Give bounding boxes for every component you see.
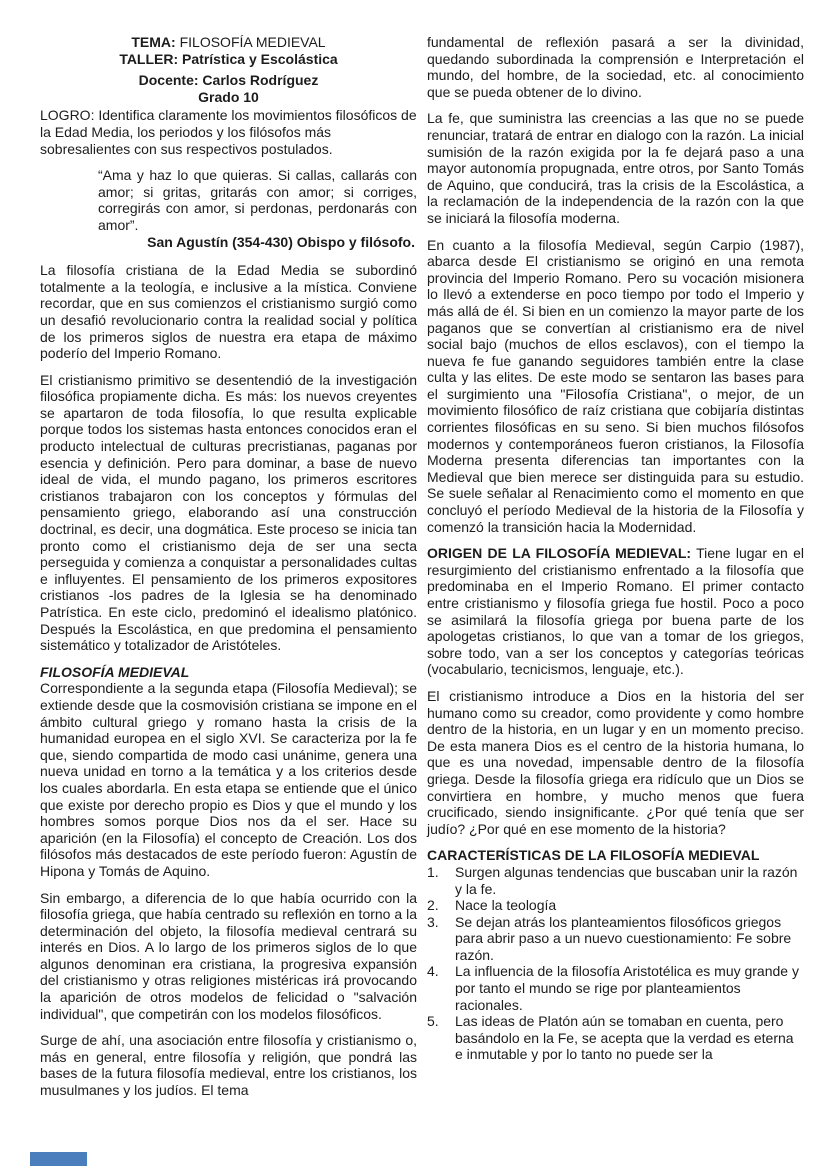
quote-text: “Ama y haz lo que quieras. Si callas, callarás con amor; si gritas, gritarás con amor; si corriges, corregirás con amor, si perdonas, perdonarás con amor”. bbox=[98, 167, 417, 233]
paragraph: La fe, que suministra las creencias a las que no se puede renunciar, tratará de entrar en dialogo con la razón. La inicial sumisión de la razón exigida por la fe dejará paso a una mayor autonomía propugnada, entre otros, por Santo Tomás de Aquino, que conducirá, tras la crisis de la Escolástica, a la reclamación de la independencia de la razón con la que se iniciará la filosofía moderna. bbox=[427, 110, 804, 226]
origen-text: Tiene lugar en el resurgimiento del cristianismo enfrentado a la filosofía que predominaba en el Imperio Romano. El primer contacto entre cristianismo y filosofía griega fue hostil. Poco a poco se asimilará la filosofía griega por buena parte de los apologetas cristianos, lo que van a tomar de los griegos, sobre todo, van a ser los conceptos y categorías teóricas (vocabulario, tecnicismos, lenguaje, etc.). bbox=[427, 545, 805, 678]
taller-line: TALLER: Patrística y Escolástica bbox=[119, 50, 338, 67]
docente-line: Docente: Carlos Rodríguez bbox=[138, 72, 319, 89]
right-column bbox=[427, 34, 804, 1099]
quote-attribution: San Agustín (354-430) Obispo y filósofo. bbox=[147, 233, 415, 250]
list-item-number: 3. bbox=[427, 913, 439, 930]
list-item bbox=[427, 914, 804, 964]
list-item-text: La influencia de la filosofía Aristotélica es muy grande y por tanto el mundo se rige por planteamientos racionales. bbox=[455, 963, 799, 1013]
list-item-number: 2. bbox=[427, 897, 439, 914]
origen-paragraph bbox=[427, 545, 804, 678]
tema-value: FILOSOFÍA MEDIEVAL bbox=[175, 34, 326, 50]
paragraph: La filosofía cristiana de la Edad Media se subordinó totalmente a la teología, e inclusive a la mística. Conviene recordar, que en sus comienzos el cristianismo surgió como un desafió revolucionario contra la realidad social y política de los primeros siglos de nuestra era etapa de máximo poderío del Imperio Romano. bbox=[40, 262, 417, 362]
logro-paragraph: LOGRO: Identifica claramente los movimientos filosóficos de la Edad Media, los periodos y los filósofos más sobresalientes con sus respectivos postulados. bbox=[40, 107, 417, 157]
paragraph: El cristianismo introduce a Dios en la historia del ser humano como su creador, como providente y como hombre dentro de la historia, en un lugar y en un momento preciso. De esta manera Dios es el centro de la historia humana, lo que es una novedad, impensable dentro de la filosofía griega. Desde la filosofía griega era ridículo que un Dios se convirtiera en hombre, y mucho menos que fuera crucificado, siendo insignificante. ¿Por qué tenía que ser judío? ¿Por qué en ese momento de la historia? bbox=[427, 687, 804, 837]
paragraph: Sin embargo, a diferencia de lo que había ocurrido con la filosofía griega, que había centrado su reflexión en torno a la determinación del objeto, la filosofía medieval centrará su interés en Dios. A lo largo de los primeros siglos de lo que algunos denominan era cristiana, la progresiva expansión del cristianismo y otras religiones mistéricas irá provocando la aparición de otros modelos de felicidad o "salvación individual", que competirán con los modelos filosóficos. bbox=[40, 889, 417, 1022]
list-item-text: Surgen algunas tendencias que buscaban unir la razón y la fe. bbox=[455, 863, 798, 897]
list-item-number: 1. bbox=[427, 863, 439, 880]
quote-block bbox=[98, 167, 417, 250]
list-item-number: 4. bbox=[427, 963, 439, 980]
section-heading-caracteristicas: CARACTERÍSTICAS DE LA FILOSOFÍA MEDIEVAL bbox=[427, 847, 760, 864]
list-item-number: 5. bbox=[427, 1013, 439, 1030]
list-item bbox=[427, 864, 804, 897]
paragraph: Surge de ahí, una asociación entre filosofía y cristianismo o, más en general, entre filosofía y religión, que pondrá las bases de la futura filosofía medieval, entre los cristianos, los musulmanes y los judíos. El tema bbox=[40, 1032, 417, 1099]
caracteristicas-list bbox=[427, 864, 804, 1063]
tema-label: TEMA: bbox=[131, 34, 176, 50]
tema-line bbox=[40, 34, 417, 51]
paragraph: El cristianismo primitivo se desentendió de la investigación filosófica propiamente dicha. Es más: los nuevos creyentes se apartaron de toda filosofía, lo que resulta explicable porque todos los sistemas hasta entonces conocidos eran el producto intelectual de culturas precristianas, paganas por esencia y definición. Pero para dominar, a base de nuevo ideal de vida, el mundo pagano, los primeros escritores cristianos trabajaron con los conceptos y fórmulas del pensamiento griego, elaborando así una construcción doctrinal, es decir, una dogmática. Este proceso se inicia tan pronto como el cristianismo deja de ser una secta perseguida y comienza a conquistar a personalidades cultas e influyentes. El pensamiento de los primeros expositores cristianos -los padres de la Iglesia se ha denominado Patrística. En este ciclo, predominó el idealismo platónico. Después la Escolástica, en que predomina el pensamiento sistemático y totalizador de Aristóteles. bbox=[40, 371, 417, 654]
list-item bbox=[427, 897, 804, 914]
list-item bbox=[427, 963, 804, 1013]
list-item-text: Se dejan atrás los planteamientos filosóficos griegos para abrir paso a un nuevo cuestionamiento: Fe sobre razón. bbox=[455, 913, 792, 963]
paragraph: fundamental de reflexión pasará a ser la divinidad, quedando subordinada la comprensión e Interpretación el mundo, del hombre, de la sociedad, etc. al conocimiento que se pueda obtener de lo divino. bbox=[427, 34, 804, 100]
left-column bbox=[40, 34, 417, 1099]
footer-blue-marker bbox=[30, 1152, 87, 1166]
grado-line: Grado 10 bbox=[198, 88, 259, 105]
list-item-text: Las ideas de Platón aún se tomaban en cuenta, pero basándolo en la Fe, se acepta que la verdad es eterna e inmutable y por lo tanto no puede ser la bbox=[455, 1013, 794, 1063]
section-heading-filosofia-medieval: FILOSOFÍA MEDIEVAL bbox=[40, 663, 190, 680]
paragraph: En cuanto a la filosofía Medieval, según Carpio (1987), abarca desde El cristianismo se originó en una remota provincia del Imperio Romano. Pero su vocación misionera lo llevó a extenderse en poco tiempo por todo el Imperio y más allá de él. Si bien en un comienzo la mayor parte de los paganos que se convertían al cristianismo era de nivel social bajo (muchos de ellos esclavos), con el tiempo la nueva fe fue ganando seguidores también entre la clase culta y las elites. De este modo se sentaron las bases para el surgimiento una "Filosofía Cristiana", o mejor, de un movimiento filosófico de raíz cristiana que cobijaría distintas corrientes filosóficas en su seno. Si bien muchos filósofos modernos y contemporáneos fueron cristianos, la Filosofía Moderna presenta diferencias tan importantes con la Medieval que bien merece ser distinguida para su estudio. Se suele señalar al Renacimiento como el momento en que concluyó el período Medieval de la historia de la Filosofía y comenzó la transición hacia la Modernidad. bbox=[427, 236, 804, 535]
list-item-text: Nace la teología bbox=[455, 897, 557, 914]
origen-heading-inline: ORIGEN DE LA FILOSOFÍA MEDIEVAL: bbox=[427, 545, 692, 562]
two-column-layout bbox=[40, 34, 804, 1099]
list-item bbox=[427, 1013, 804, 1063]
paragraph: Correspondiente a la segunda etapa (Filosofía Medieval); se extiende desde que la cosmovisión cristiana se impone en el ámbito cultural griego y romano hasta la crisis de la humanidad europea en el siglo XVI. Se caracteriza por la fe que, siendo compartida de modo casi unánime, genera una nueva unidad en torno a la temática y a los criterios desde los cuales abordarla. En esta etapa se entiende que el único que existe por derecho propio es Dios y que el mundo y los hombres somos porque Dios nos da el ser. Hace su aparición (en la Filosofía) el concepto de Creación. Los dos filósofos más destacados de este período fueron: Agustín de Hipona y Tomás de Aquino. bbox=[40, 680, 417, 879]
document-header bbox=[40, 34, 417, 105]
